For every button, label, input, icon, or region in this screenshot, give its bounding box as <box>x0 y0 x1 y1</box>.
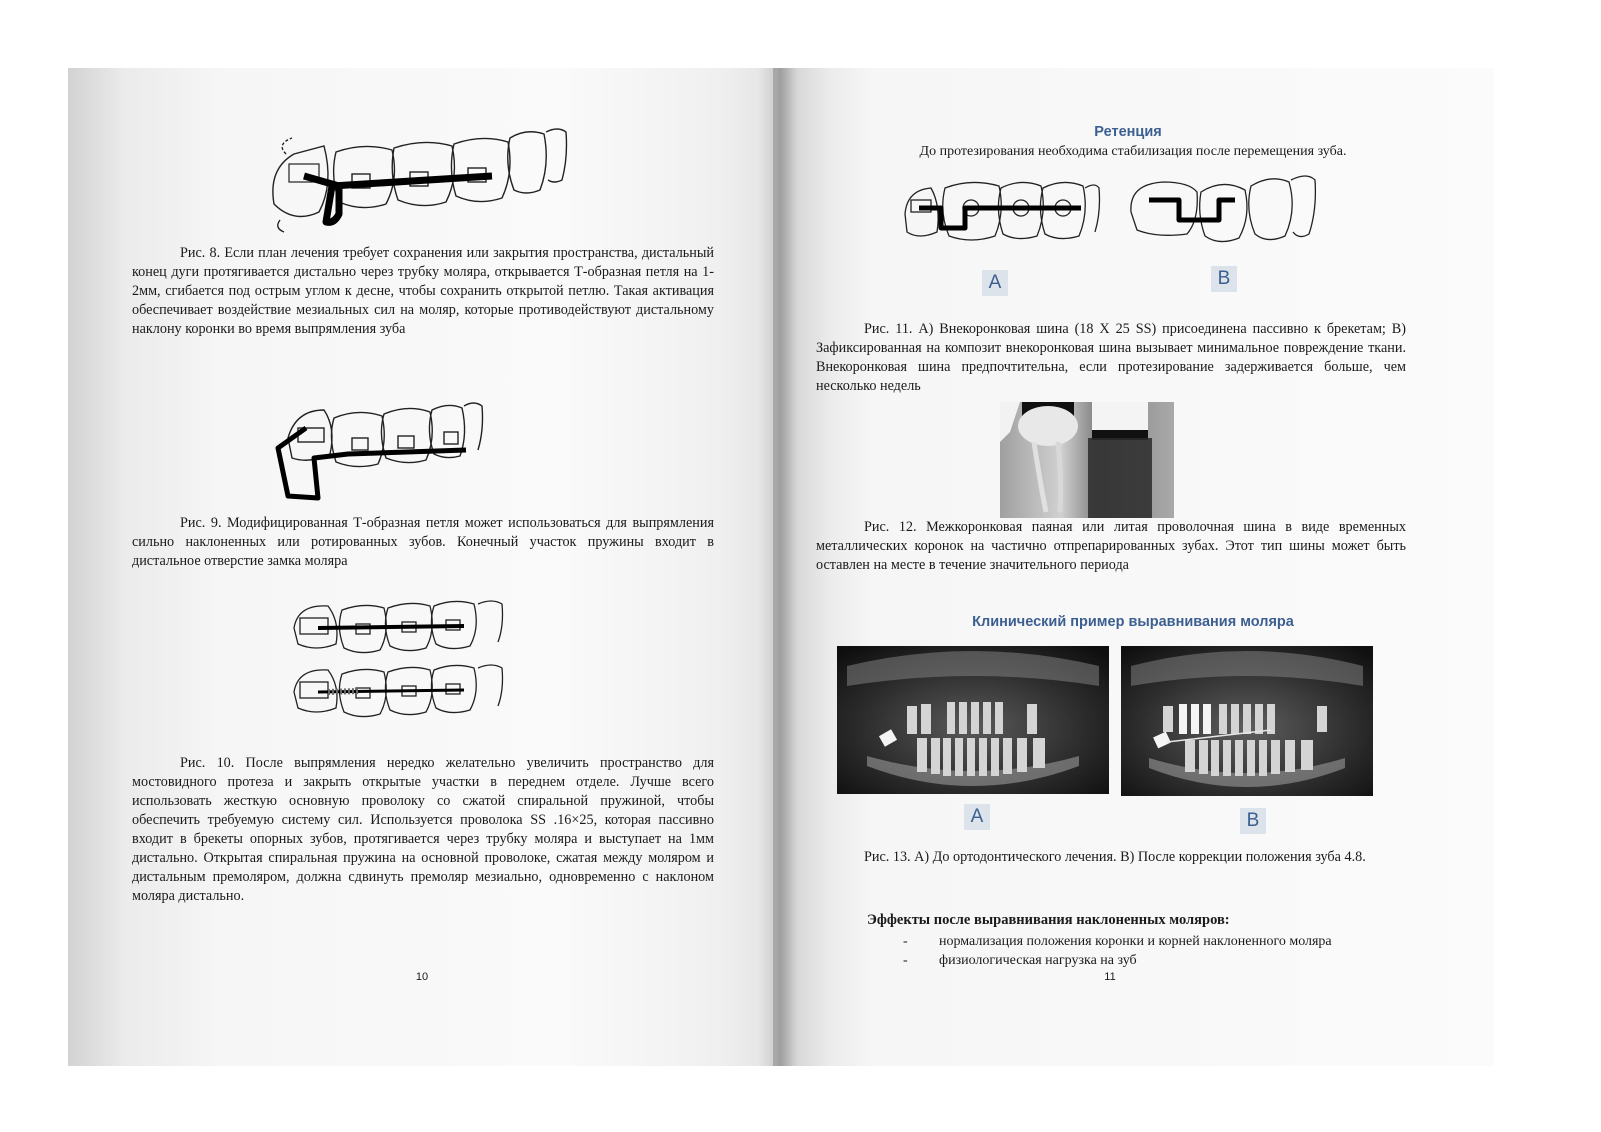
figure-13b-xray <box>1121 646 1373 796</box>
figure-12-caption: Рис. 12. Межкоронковая паяная или литая проволочная шина в виде временных металлических коронок на частично отпрепарированных зубах. Этот тип шины может быть оставлен на месте в течение значительного периода <box>816 519 1406 573</box>
figure-8-caption: Рис. 8. Если план лечения требует сохранения или закрытия пространства, дистальный конец дуги протягивается дистально через трубку моляра, открывается Т-образная петля на 1-2мм, сгибается под острым углом к десне, чтобы сохранить открытой петлю. Такая активация обеспечивает воздействие мезиальных сил на моляр, которые противодействуют дистальному наклону коронки во время выпрямления зуба <box>132 245 714 337</box>
retention-heading: Ретенция <box>1094 124 1162 140</box>
figure-11a-illustration <box>901 178 1101 258</box>
figure-11b-illustration <box>1127 172 1317 252</box>
figure-11-label-a: A <box>982 270 1008 296</box>
figure-11-caption: Рис. 11. А) Внекоронковая шина (18 X 25 SS) присоединена пассивно к брекетам; В) Зафиксированная на композит внекоронковая шина вызывает минимальное повреждение ткани. Внекоронковая шина предпочтительна, если протезирование задерживается больше, чем несколько недель <box>816 321 1406 394</box>
bullet-dash: - <box>903 953 908 968</box>
figure-10-illustration <box>288 598 508 728</box>
figure-13-label-b: B <box>1240 808 1266 834</box>
page-number-right: 11 <box>1104 971 1116 983</box>
effects-title: Эффекты после выравнивания наклоненных моляров: <box>867 912 1230 928</box>
figure-11-label-b: B <box>1211 266 1237 292</box>
book-gutter-shadow <box>758 68 798 1066</box>
figure-12-xray <box>1000 402 1174 518</box>
figure-9-caption: Рис. 9. Модифицированная Т-образная петля может использоваться для выпрямления сильно наклоненных или ротированных зубов. Конечный участок пружины входит в дистальное отверстие замка моляра <box>132 515 714 569</box>
figure-10-caption: Рис. 10. После выпрямления нередко желательно увеличить пространство для мостовидного протеза и закрыть открытые участки в переднем отделе. Лучше всего использовать жесткую основную проволоку со сжатой спиральной пружиной, чтобы обеспечить требуемую систему сил. Используется проволока SS .16×25, которая пассивно входит в брекеты опорных зубов, протягивается через трубку моляра и выступает на 1мм дистально. Открытая спиральная пружина на основной проволоке, сжатая между моляром и дистальным премоляром, должна сдвинуть премоляр мезиально, одновременно с наклоном моляра дистально. <box>132 755 714 904</box>
left-page <box>68 68 773 1066</box>
effects-list-item <box>903 932 1332 951</box>
right-page <box>773 68 1494 1066</box>
effects-item-text: нормализация положения коронки и корней наклоненного моляра <box>939 934 1332 949</box>
figure-8-illustration <box>264 124 574 234</box>
figure-13-label-a: A <box>964 804 990 830</box>
figure-13-caption: Рис. 13. А) До ортодонтического лечения. В) После коррекции положения зуба 4.8. <box>864 849 1366 865</box>
bullet-dash: - <box>903 934 908 949</box>
effects-list-item <box>903 951 1137 970</box>
book-spread <box>68 68 1494 1066</box>
clinical-example-heading: Клинический пример выравнивания моляра <box>972 614 1294 630</box>
retention-text: До протезирования необходима стабилизация после перемещения зуба. <box>919 144 1347 159</box>
page-number-left: 10 <box>415 971 429 983</box>
figure-13a-xray <box>837 646 1109 794</box>
figure-9-illustration <box>248 398 488 508</box>
effects-item-text: физиологическая нагрузка на зуб <box>939 953 1137 968</box>
